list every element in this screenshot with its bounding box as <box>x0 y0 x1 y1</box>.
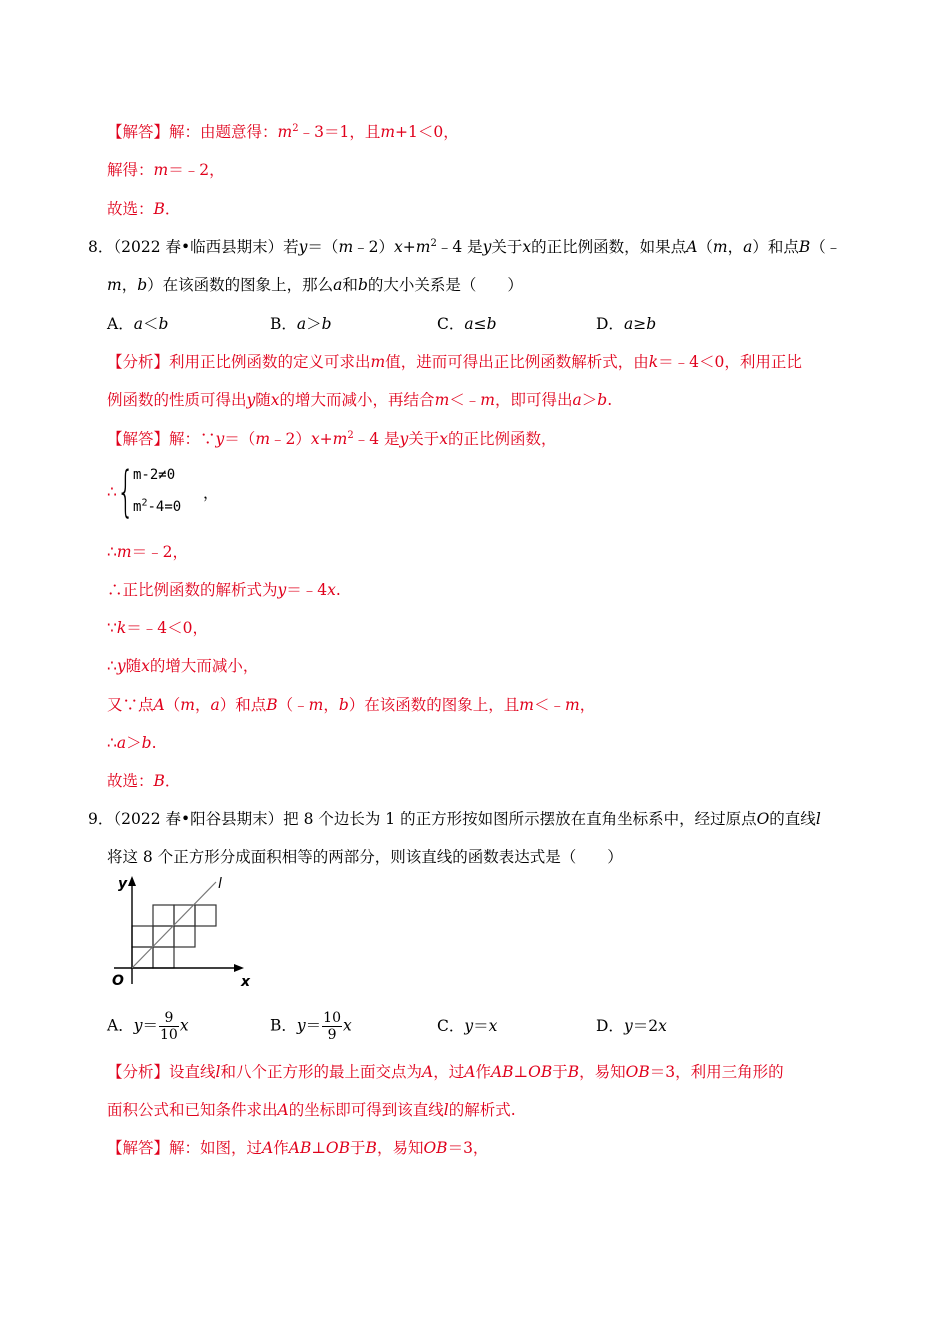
answer-label: 【解答】 <box>107 123 170 141</box>
q8-answer-line8: 故选：B． <box>107 772 181 790</box>
q9-option-d[interactable]: D．y＝2x <box>596 1017 667 1035</box>
q9-stem-line2: 将这 8 个正方形分成面积相等的两部分，则该直线的函数表达式是（ ） <box>107 848 623 866</box>
y-axis-arrow <box>128 876 136 886</box>
q8-analysis-line2: 例函数的性质可得出y随x的增大而减小，再结合m＜﹣m，即可得出a＞b. <box>107 391 613 409</box>
square <box>153 947 174 968</box>
q8-answer-line6: 又∵点A（m，a）和点B（﹣m，b）在该函数的图象上，且m＜﹣m， <box>107 696 596 714</box>
q8-option-c[interactable]: C．a≤b <box>437 315 497 333</box>
q9-option-c[interactable]: C．y＝x <box>437 1017 498 1035</box>
q9-analysis-line1: 【分析】设直线l和八个正方形的最上面交点为A，过A作AB⊥OB于B，易知OB＝3，利用三角形的 <box>107 1063 784 1081</box>
y-axis-label: y <box>118 876 128 892</box>
unit-squares <box>132 905 216 968</box>
q8-option-a[interactable]: A．a＜b <box>107 315 169 333</box>
line-label: l <box>218 876 222 892</box>
q8-answer-line5: ∴y随x的增大而减小， <box>107 657 259 675</box>
q8-analysis-line1: 【分析】利用正比例函数的定义可求出m值，进而可得出正比例函数解析式，由k＝﹣4＜0，利用正比 <box>107 353 802 371</box>
equation-system: ∴ { m-2≠0 $m^2-4=0$ ， <box>107 460 219 523</box>
q8-stem-line2: m，b）在该函数的图象上，那么a和b的大小关系是（ ） <box>107 276 523 294</box>
q7-answer-line2: 解得：m＝﹣2， <box>107 161 225 179</box>
origin-label: O <box>112 973 124 989</box>
square <box>153 905 174 926</box>
square <box>174 905 195 926</box>
squares-figure <box>104 872 254 990</box>
q8-answer-line2: ∴m＝﹣2， <box>107 543 188 561</box>
q7-answer-line3: 故选：B． <box>107 200 181 218</box>
analysis-label: 【分析】 <box>107 1063 170 1081</box>
brace-symbol: { <box>117 460 135 523</box>
q9-analysis-line2: 面积公式和已知条件求出A的坐标即可得到该直线l的解析式. <box>107 1101 516 1119</box>
fraction: $\frac{10}{9}$ <box>323 1010 341 1043</box>
x-axis-label: x <box>241 974 251 990</box>
q9-answer-line1: 【解答】解：如图，过A作AB⊥OB于B，易知OB＝3， <box>107 1139 489 1157</box>
x-axis-arrow <box>234 964 244 972</box>
q9-option-b[interactable]: B．y＝ $\frac{10}{9}$ x <box>270 1010 352 1043</box>
q8-answer-line7: ∴a＞b. <box>107 734 157 752</box>
answer-label: 【解答】 <box>107 430 170 448</box>
q8-option-d[interactable]: D．a≥b <box>596 315 657 333</box>
square <box>132 926 153 947</box>
q8-stem-line1: 8．（2022 春•临西县期末）若$y=(m﹣2)x+m^2﹣4$ 是y关于x的正比例函数，如果点A（m，a）和点B（﹣ <box>88 237 842 256</box>
q9-stem-line1: 9．（2022 春•阳谷县期末）把 8 个边长为 1 的正方形按如图所示摆放在直角坐标系中，经过原点O的直线l <box>88 810 821 828</box>
equation-row-2: $m^2-4=0$ <box>133 497 182 515</box>
fraction: $\frac{9}{10}$ <box>159 1010 178 1043</box>
q9-option-a[interactable]: A．y＝ $\frac{9}{10}$ x <box>107 1010 189 1043</box>
q8-answer-line1: 【解答】解：$\because y=(m﹣2)x+m^2﹣4$ 是y关于x的正比例函数， <box>107 429 557 448</box>
q8-answer-line3: ∴正比例函数的解析式为y＝﹣4x. <box>107 581 341 599</box>
q8-option-b[interactable]: B．a＞b <box>270 315 332 333</box>
equation-row-1: m-2≠0 <box>133 467 176 483</box>
question-number: 8． <box>88 238 114 256</box>
answer-label: 【解答】 <box>107 1139 170 1157</box>
square <box>174 926 195 947</box>
square <box>195 905 216 926</box>
question-number: 9． <box>88 810 114 828</box>
q7-answer-line1: 【解答】解：由题意得：$m^2﹣3=1$，且m+1＜0， <box>107 122 459 141</box>
analysis-label: 【分析】 <box>107 353 170 371</box>
q8-answer-line4: ∵k＝﹣4＜0， <box>107 619 209 637</box>
